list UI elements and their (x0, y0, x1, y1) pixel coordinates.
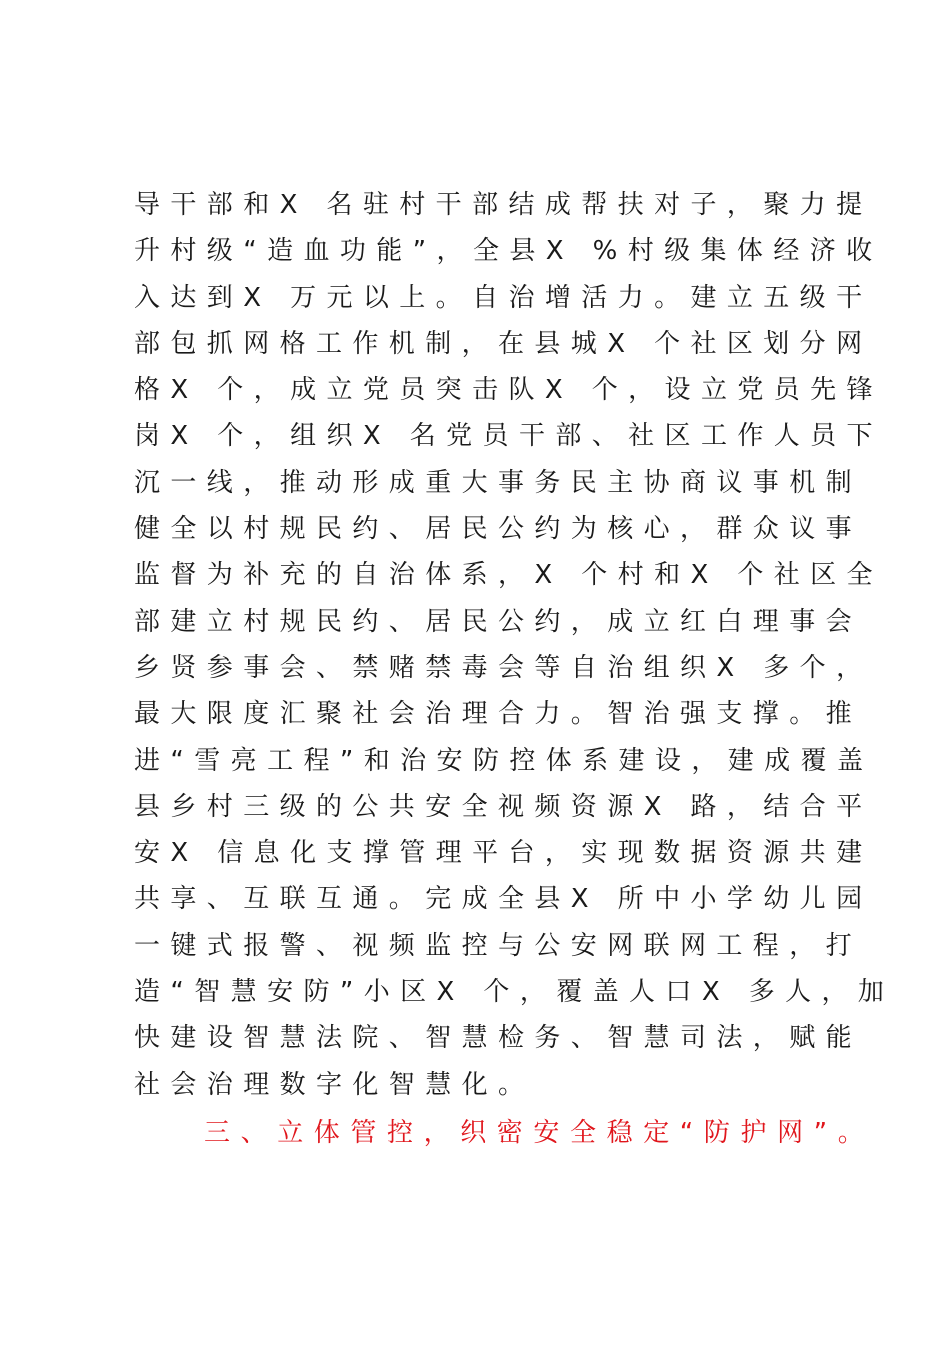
paragraph-line: 监督为补充的自治体系，X 个村和X 个社区全 (134, 560, 883, 591)
paragraph-line: 一键式报警、视频监控与公安网联网工程，打 (134, 930, 863, 961)
paragraph-line: 最大限度汇聚社会治理合力。智治强支撑。推 (134, 699, 863, 730)
paragraph-line: 岗X 个，组织X 名党员干部、社区工作人员下 (134, 421, 883, 452)
paragraph-line: 沉一线，推动形成重大事务民主协商议事机制 (134, 467, 863, 498)
paragraph-line: 县乡村三级的公共安全视频资源X 路，结合平 (134, 791, 873, 822)
paragraph-line: 共享、互联互通。完成全县X 所中小学幼儿园 (134, 884, 873, 915)
paragraph-line: 导干部和X 名驻村干部结成帮扶对子，聚力提 (134, 190, 873, 220)
paragraph-line: 健全以村规民约、居民公约为核心，群众议事 (134, 514, 863, 545)
paragraph-line: 安X 信息化支撑管理平台，实现数据资源共建 (134, 838, 873, 869)
paragraph-line: 格X 个，成立党员突击队X 个，设立党员先锋 (134, 375, 883, 406)
paragraph-line: 进“雪亮工程”和治安防控体系建设，建成覆盖 (134, 745, 874, 776)
paragraph-line: 造“智慧安防”小区X 个，覆盖人口X 多人，加 (134, 977, 895, 1008)
paragraph-line: 社会治理数字化智慧化。 (134, 1069, 535, 1100)
paragraph-line: 部建立村规民约、居民公约，成立红白理事会 (134, 606, 863, 637)
section-heading: 三、立体管控，织密安全稳定“防护网”。 (204, 1118, 875, 1148)
paragraph-line: 快建设智慧法院、智慧检务、智慧司法，赋能 (134, 1023, 863, 1054)
paragraph-line: 升村级“造血功能”，全县X %村级集体经济收 (134, 236, 883, 267)
paragraph-line: 部包抓网格工作机制，在县城X 个社区划分网 (134, 328, 873, 359)
paragraph-line: 乡贤参事会、禁赌禁毒会等自治组织X 多个， (134, 652, 873, 683)
paragraph-line: 入达到X 万元以上。自治增活力。建立五级干 (134, 282, 873, 313)
body-paragraph (134, 182, 895, 1108)
